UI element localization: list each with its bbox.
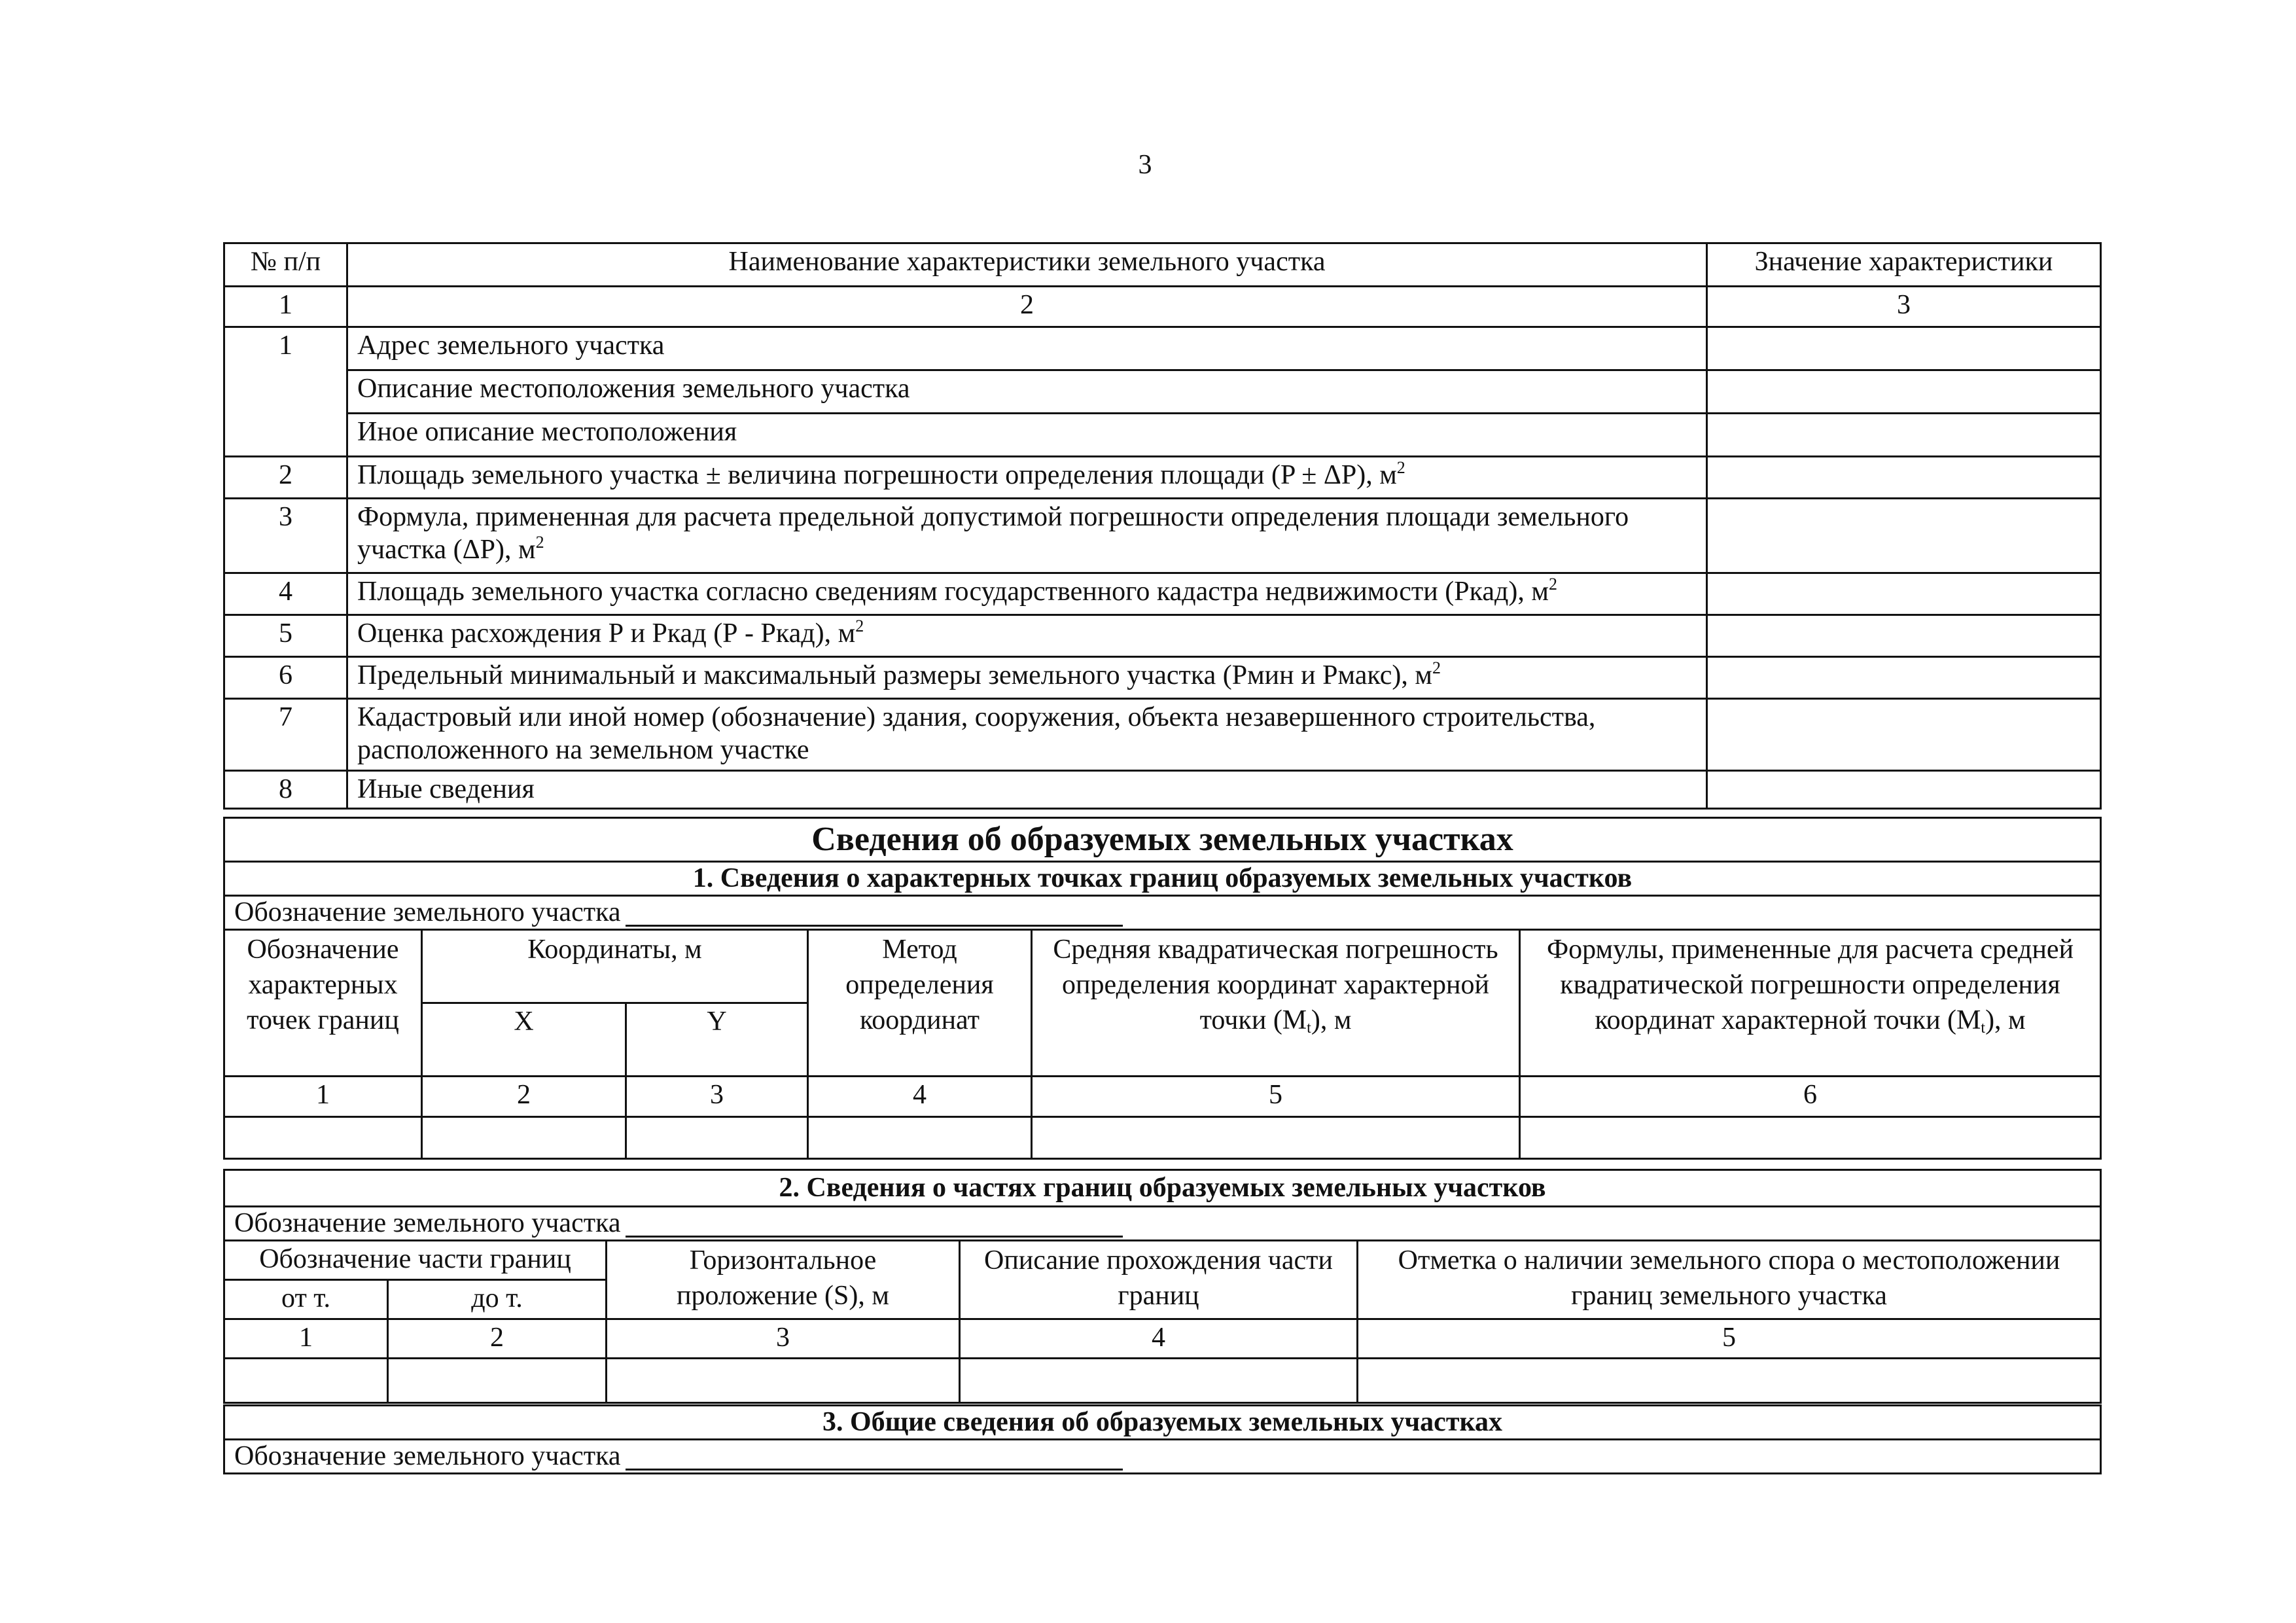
column-numbers-row bbox=[224, 1319, 2101, 1359]
col-number: 5 bbox=[1032, 1077, 1520, 1117]
col-number: 1 bbox=[224, 1319, 388, 1359]
row-name-text: Формула, примененная для расчета предельной допустимой погрешности определения площади земельного участка ( bbox=[357, 502, 1629, 565]
points-header-row bbox=[224, 930, 2101, 1003]
row-name: Кадастровый или иной номер (обозначение) здания, сооружения, объекта незавершенного строительства, расположенного на земельном участке bbox=[347, 699, 1707, 771]
col-number: 6 bbox=[1520, 1077, 2101, 1117]
value-cell[interactable] bbox=[1707, 657, 2101, 699]
header-formulas bbox=[1520, 930, 2101, 1077]
row-name-text: Оценка расхождения Р и Ркад (Р - Ркад), м bbox=[357, 618, 856, 649]
header-y: Y bbox=[626, 1003, 808, 1077]
subsection2-title: 2. Сведения о частях границ образуемых земельных участков bbox=[224, 1170, 2101, 1207]
table-row bbox=[224, 1359, 2101, 1403]
section2-table bbox=[223, 1169, 2102, 1404]
section3-table bbox=[223, 1404, 2102, 1474]
designation-row bbox=[224, 1440, 2101, 1474]
formulas-unit: ), м bbox=[1985, 1005, 2026, 1035]
unit-superscript: 2 bbox=[1548, 575, 1557, 594]
header-points: Обозначение характерных точек границ bbox=[224, 930, 422, 1077]
table-row bbox=[224, 457, 2101, 499]
table-row bbox=[224, 414, 2101, 457]
col-number: 4 bbox=[960, 1319, 1358, 1359]
header-part: Обозначение части границ bbox=[224, 1241, 607, 1280]
row-number: 6 bbox=[224, 657, 347, 699]
col-number: 2 bbox=[422, 1077, 626, 1117]
subsection3-title: 3. Общие сведения об образуемых земельных участках bbox=[224, 1406, 2101, 1440]
parts-header-row bbox=[224, 1241, 2101, 1280]
designation-line bbox=[224, 1207, 2101, 1241]
row-number: 2 bbox=[224, 457, 347, 499]
row-number: 8 bbox=[224, 771, 347, 809]
row-number: 7 bbox=[224, 699, 347, 771]
row-name: Описание местоположения земельного участка bbox=[347, 370, 1707, 414]
section1-table bbox=[223, 817, 2102, 1160]
formulas-text: Формулы, примененные для расчета средней квадратической погрешности определения координат характерной точки (M bbox=[1546, 935, 2074, 1035]
section-title: Сведения об образуемых земельных участках bbox=[224, 818, 2101, 862]
unit-superscript: 2 bbox=[855, 616, 864, 635]
row-name-text: Площадь земельного участка согласно сведениям государственного кадастра недвижимости (Ркад), м bbox=[357, 577, 1549, 607]
col-number: 2 bbox=[388, 1319, 607, 1359]
empty-cell[interactable] bbox=[1520, 1117, 2101, 1159]
column-numbers-row bbox=[224, 287, 2101, 327]
empty-cell[interactable] bbox=[1032, 1117, 1520, 1159]
value-cell[interactable] bbox=[1707, 327, 2101, 370]
header-rms-error bbox=[1032, 930, 1520, 1077]
value-cell[interactable] bbox=[1707, 573, 2101, 615]
designation-row bbox=[224, 1207, 2101, 1241]
table-header-row bbox=[224, 243, 2101, 287]
table-row bbox=[224, 699, 2101, 771]
table-row bbox=[224, 615, 2101, 657]
row-number: 1 bbox=[224, 327, 347, 457]
col-number: 4 bbox=[808, 1077, 1032, 1117]
area-formula: P ± ΔP bbox=[1280, 460, 1357, 490]
unit-superscript: 2 bbox=[535, 533, 544, 552]
empty-cell[interactable] bbox=[388, 1359, 607, 1403]
header-method: Метод определения координат bbox=[808, 930, 1032, 1077]
characteristics-table bbox=[223, 242, 2102, 810]
value-cell[interactable] bbox=[1707, 615, 2101, 657]
table-row bbox=[224, 370, 2101, 414]
header-coordinates: Координаты, м bbox=[422, 930, 808, 1003]
designation-label: Обозначение земельного участка bbox=[234, 1441, 621, 1471]
empty-cell[interactable] bbox=[607, 1359, 960, 1403]
designation-label: Обозначение земельного участка bbox=[234, 897, 621, 927]
value-cell[interactable] bbox=[1707, 771, 2101, 809]
rms-subscript: t bbox=[1307, 1020, 1311, 1037]
section-title-row bbox=[224, 818, 2101, 862]
row-number: 4 bbox=[224, 573, 347, 615]
value-cell[interactable] bbox=[1707, 699, 2101, 771]
table-row bbox=[224, 573, 2101, 615]
value-cell[interactable] bbox=[1707, 370, 2101, 414]
designation-field[interactable] bbox=[626, 899, 1123, 927]
row-name bbox=[347, 615, 1707, 657]
empty-cell[interactable] bbox=[1358, 1359, 2101, 1403]
header-value: Значение характеристики bbox=[1707, 243, 2101, 287]
subsection1-title: 1. Сведения о характерных точках границ образуемых земельных участков bbox=[224, 862, 2101, 896]
table-row bbox=[224, 1117, 2101, 1159]
designation-label: Обозначение земельного участка bbox=[234, 1208, 621, 1238]
designation-field[interactable] bbox=[626, 1442, 1123, 1471]
table-row bbox=[224, 657, 2101, 699]
designation-field[interactable] bbox=[626, 1209, 1123, 1238]
row-name: Иные сведения bbox=[347, 771, 1707, 809]
empty-cell[interactable] bbox=[626, 1117, 808, 1159]
formulas-subscript: t bbox=[1981, 1020, 1986, 1037]
value-cell[interactable] bbox=[1707, 499, 2101, 573]
col-number: 1 bbox=[224, 287, 347, 327]
empty-cell[interactable] bbox=[960, 1359, 1358, 1403]
value-cell[interactable] bbox=[1707, 414, 2101, 457]
col-number: 1 bbox=[224, 1077, 422, 1117]
rms-error-text: Средняя квадратическая погрешность определения координат характерной точки (M bbox=[1053, 935, 1498, 1035]
designation-row bbox=[224, 896, 2101, 930]
header-dispute: Отметка о наличии земельного спора о местоположении границ земельного участка bbox=[1358, 1241, 2101, 1319]
table-row bbox=[224, 771, 2101, 809]
designation-line bbox=[224, 896, 2101, 930]
row-name: Иное описание местоположения bbox=[347, 414, 1707, 457]
row-name-unit: ), м bbox=[495, 535, 536, 565]
row-name: Адрес земельного участка bbox=[347, 327, 1707, 370]
row-name-text: Площадь земельного участка ± величина погрешности определения площади ( bbox=[357, 460, 1280, 490]
row-number: 3 bbox=[224, 499, 347, 573]
rms-unit: ), м bbox=[1311, 1005, 1352, 1035]
subsection-title-row bbox=[224, 1406, 2101, 1440]
header-from: от т. bbox=[224, 1280, 388, 1319]
row-name bbox=[347, 657, 1707, 699]
subsection-title-row bbox=[224, 862, 2101, 896]
unit-superscript: 2 bbox=[1432, 658, 1441, 677]
header-x: X bbox=[422, 1003, 626, 1077]
row-name bbox=[347, 573, 1707, 615]
row-name bbox=[347, 457, 1707, 499]
unit-superscript: 2 bbox=[1396, 458, 1405, 477]
col-number: 3 bbox=[607, 1319, 960, 1359]
designation-line bbox=[224, 1440, 2101, 1474]
empty-cell[interactable] bbox=[422, 1117, 626, 1159]
value-cell[interactable] bbox=[1707, 457, 2101, 499]
page-number: 3 bbox=[1138, 150, 1152, 180]
header-description: Описание прохождения части границ bbox=[960, 1241, 1358, 1319]
col-number: 3 bbox=[626, 1077, 808, 1117]
area-error-formula: ΔP bbox=[462, 535, 496, 565]
col-number: 5 bbox=[1358, 1319, 2101, 1359]
table-row bbox=[224, 327, 2101, 370]
empty-cell[interactable] bbox=[808, 1117, 1032, 1159]
header-to: до т. bbox=[388, 1280, 607, 1319]
header-number: № п/п bbox=[224, 243, 347, 287]
header-name: Наименование характеристики земельного участка bbox=[347, 243, 1707, 287]
empty-cell[interactable] bbox=[224, 1359, 388, 1403]
column-numbers-row bbox=[224, 1077, 2101, 1117]
row-number: 5 bbox=[224, 615, 347, 657]
empty-cell[interactable] bbox=[224, 1117, 422, 1159]
row-name-unit: ), м bbox=[1356, 460, 1397, 490]
header-horizontal: Горизонтальное проложение (S), м bbox=[607, 1241, 960, 1319]
table-row bbox=[224, 499, 2101, 573]
row-name bbox=[347, 499, 1707, 573]
subsection-title-row bbox=[224, 1170, 2101, 1207]
col-number: 3 bbox=[1707, 287, 2101, 327]
row-name-text: Предельный минимальный и максимальный размеры земельного участка (Рмин и Рмакс), м bbox=[357, 660, 1432, 690]
col-number: 2 bbox=[347, 287, 1707, 327]
